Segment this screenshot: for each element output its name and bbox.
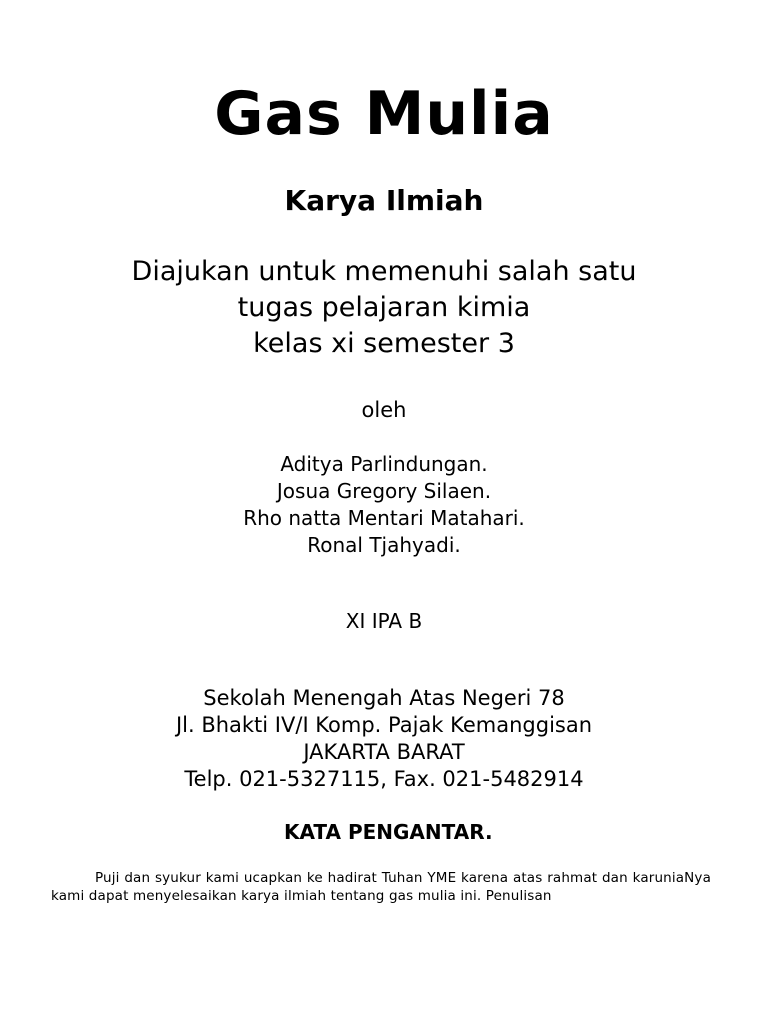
school-contact: Telp. 021-5327115, Fax. 021-5482914 [184, 767, 584, 791]
section-heading: KATA PENGANTAR. [284, 820, 493, 844]
purpose-line: Diajukan untuk memenuhi salah satu [131, 256, 637, 287]
author-name: Ronal Tjahyadi. [307, 533, 461, 557]
school-info [0, 685, 768, 793]
school-address: Jl. Bhakti IV/I Komp. Pajak Kemanggisan [175, 713, 593, 737]
by-label: oleh [361, 398, 407, 422]
body-paragraph: Puji dan syukur kami ucapkan ke hadirat Tuhan YME karena atas rahmat dan karuniaNya kami dapat menyelesaikan karya ilmiah tentang gas mulia ini. Penulisan [51, 870, 711, 904]
document-title: Gas Mulia [214, 79, 554, 149]
class-name: XI IPA B [345, 609, 423, 633]
author-name: Josua Gregory Silaen. [276, 479, 492, 503]
purpose-line: tugas pelajaran kimia [237, 292, 531, 323]
purpose-line: kelas xi semester 3 [253, 328, 515, 359]
author-name: Aditya Parlindungan. [280, 452, 488, 476]
document-subtitle: Karya Ilmiah [284, 184, 484, 217]
purpose-statement [0, 254, 768, 362]
school-city: JAKARTA BARAT [303, 740, 465, 764]
author-name: Rho natta Mentari Matahari. [243, 506, 525, 530]
author-list [0, 451, 768, 559]
school-name: Sekolah Menengah Atas Negeri 78 [203, 686, 565, 710]
